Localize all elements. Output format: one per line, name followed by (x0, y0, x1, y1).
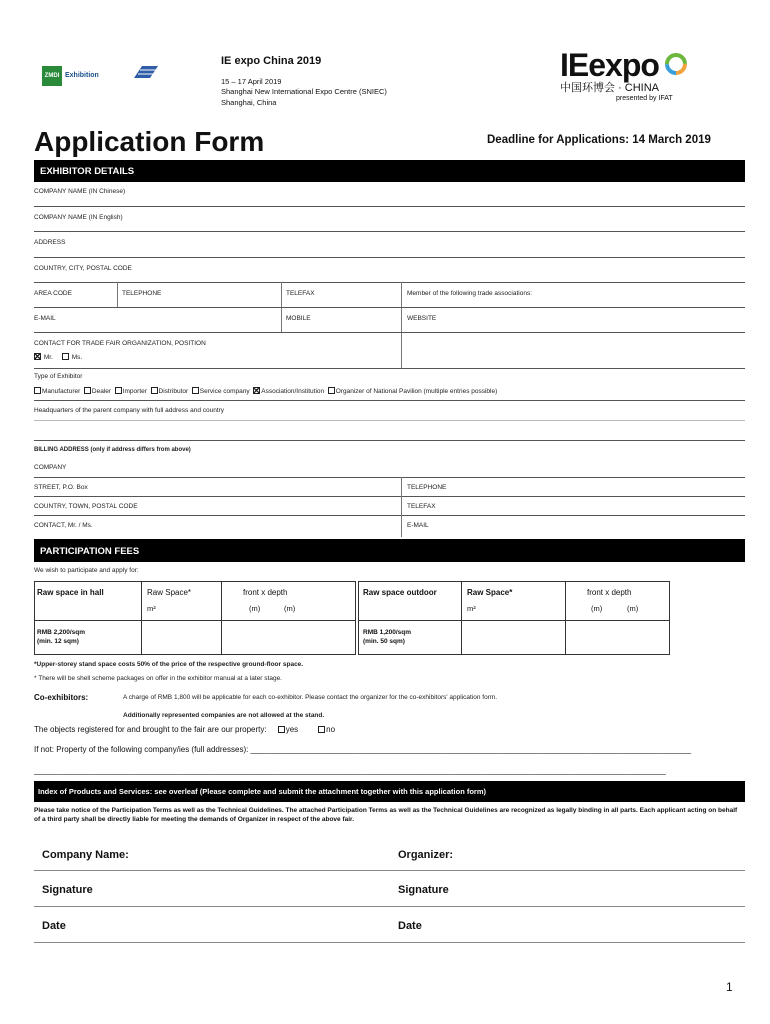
outdoor-dimensions-input[interactable] (566, 621, 668, 653)
hall-label: Raw space in hall (37, 588, 104, 597)
hall-m-depth: (m) (284, 604, 296, 613)
mobile-field[interactable]: MOBILE (286, 315, 311, 322)
form-title: Application Form (34, 126, 265, 157)
website-field[interactable]: WEBSITE (407, 315, 437, 322)
signature-left-label[interactable]: Signature (42, 884, 93, 896)
outdoor-raw-space-header: Raw Space* (467, 588, 513, 597)
billing-email-field[interactable]: E-MAIL (407, 522, 429, 529)
ieexpo-logo-main: IEexpo (560, 47, 659, 83)
signature-right-label[interactable]: Signature (398, 884, 449, 896)
hall-m2: m² (147, 604, 156, 613)
index-products-text: Index of Products and Services: see overleaf (Please complete and submit the attachment together with this application form) (38, 787, 487, 796)
date-right-label[interactable]: Date (398, 920, 422, 932)
fees-intro: We wish to participate and apply for: (34, 567, 139, 574)
type-checkbox-4[interactable] (192, 387, 199, 394)
area-code-field[interactable]: AREA CODE (34, 290, 72, 297)
company-name-label: Company Name: (42, 849, 129, 861)
property-question-text: The objects registered for and brought to the fair are our property: (34, 725, 267, 734)
coexhibitors-label: Co-exhibitors: (34, 693, 89, 702)
headquarters-field[interactable]: Headquarters of the parent company with full address and country (34, 407, 225, 414)
property-no-checkbox[interactable] (318, 726, 325, 733)
billing-title: BILLING ADDRESS (only if address differs from above) (34, 447, 191, 453)
mr-checkbox[interactable] (34, 353, 41, 360)
section-title: EXHIBITOR DETAILS (40, 166, 135, 177)
outdoor-m-depth: (m) (627, 604, 639, 613)
telefax-field[interactable]: TELEFAX (286, 290, 315, 297)
coexhibitors-note: Additionally represented companies are not allowed at the stand. (123, 712, 325, 719)
mr-label: Mr. (43, 354, 53, 361)
ieexpo-logo-sub: 中国环博会 · CHINA (560, 82, 659, 94)
property-no-label: no (326, 725, 336, 734)
contact-field[interactable]: CONTACT FOR TRADE FAIR ORGANIZATION, POSITION (34, 340, 206, 347)
type-checkbox-0[interactable] (34, 387, 41, 394)
zmdi-logo (42, 66, 117, 88)
fees-table-hall (34, 581, 356, 655)
fees-table-outdoor (358, 581, 670, 655)
event-title: IE expo China 2019 (221, 55, 322, 67)
exhibitor-type-label: Type of Exhibitor (34, 373, 83, 380)
event-city: Shanghai, China (221, 98, 277, 107)
zmdi-logo-text: Exhibition (65, 72, 99, 79)
outdoor-front-depth-header: front x depth (587, 588, 632, 597)
email-field[interactable]: E-MAIL (34, 315, 56, 322)
zmdi-logo-mark: ZMDI (42, 66, 62, 86)
section-exhibitor-details (34, 160, 745, 182)
type-label-4: Service company (199, 388, 250, 395)
hall-dimensions-input[interactable] (222, 621, 354, 653)
outdoor-raw-space-input[interactable] (462, 621, 564, 653)
billing-telephone-field[interactable]: TELEPHONE (407, 484, 447, 491)
country-city-field[interactable]: COUNTRY, CITY, POSTAL CODE (34, 265, 132, 272)
hall-front-depth-header: front x depth (243, 588, 288, 597)
partner-logo (132, 64, 160, 80)
type-label-5: Association/Institution (261, 388, 325, 395)
hall-raw-space-header: Raw Space* (147, 588, 192, 597)
billing-street-field[interactable]: STREET, P.O. Box (34, 484, 88, 491)
page-number: 1 (726, 980, 733, 994)
property-yes-checkbox[interactable] (278, 726, 285, 733)
type-label-6: Organizer of National Pavilion (multiple entries possible) (335, 388, 498, 395)
event-dates: 15 – 17 April 2019 (221, 77, 282, 86)
ieexpo-logo-presented: presented by IFAT (616, 95, 673, 102)
ms-label: Ms. (71, 354, 83, 361)
index-products-bar (34, 781, 745, 802)
ms-checkbox[interactable] (62, 353, 69, 360)
type-label-3: Distributor (158, 388, 189, 395)
type-label-2: Importer (122, 388, 147, 395)
type-checkbox-2[interactable] (115, 387, 122, 394)
billing-contact-field[interactable]: CONTACT, Mr. / Ms. (34, 522, 93, 529)
billing-company-field[interactable]: COMPANY (34, 464, 67, 471)
hall-raw-space-input[interactable] (142, 621, 220, 653)
billing-telefax-field[interactable]: TELEFAX (407, 503, 436, 510)
section-participation-fees (34, 539, 745, 562)
note-upper-storey: *Upper-storey stand space costs 50% of the price of the respective ground-floor space. (34, 661, 304, 668)
section-title: PARTICIPATION FEES (40, 546, 140, 557)
exhibitor-type-options (34, 387, 497, 395)
telephone-field[interactable]: TELEPHONE (122, 290, 162, 297)
hall-price: RMB 2,200/sqm (37, 629, 86, 636)
type-checkbox-3[interactable] (151, 387, 158, 394)
type-label-0: Manufacturer (42, 388, 81, 395)
type-label-1: Dealer (91, 388, 112, 395)
property-yes-label: yes (285, 725, 299, 734)
company-en-field[interactable]: COMPANY NAME (IN English) (34, 214, 123, 221)
coexhibitors-text: A charge of RMB 1,800 will be applicable for each co-exhibitor. Please contact the organizer for the co-exhibitors' application form. (123, 694, 498, 701)
outdoor-m2: m² (467, 604, 476, 613)
billing-country-field[interactable]: COUNTRY, TOWN, POSTAL CODE (34, 503, 138, 510)
company-cn-field[interactable]: COMPANY NAME (IN Chinese) (34, 188, 126, 195)
date-left-label[interactable]: Date (42, 920, 66, 932)
note-shell-scheme: * There will be shell scheme packages on offer in the exhibitor manual at a later stage. (34, 675, 282, 682)
property-if-not[interactable]: If not: Property of the following company/ies (full addresses): ___________________________________________________________________________________________________ (34, 745, 692, 754)
outdoor-price: RMB 1,200/sqm (363, 629, 412, 636)
outdoor-m-front: (m) (591, 604, 603, 613)
event-venue: Shanghai New International Expo Centre (SNIEC) (221, 87, 387, 96)
member-assoc-field[interactable]: Member of the following trade associations: (407, 290, 533, 297)
property-question (34, 725, 335, 734)
outdoor-label: Raw space outdoor (363, 588, 437, 597)
organizer-label: Organizer: (398, 849, 454, 861)
address-field[interactable]: ADDRESS (34, 239, 66, 246)
hall-m-front: (m) (249, 604, 261, 613)
ieexpo-ring-icon (664, 52, 688, 76)
outdoor-min: (min. 50 sqm) (363, 638, 405, 645)
hall-min: (min. 12 sqm) (37, 638, 79, 645)
ieexpo-logo (560, 48, 690, 110)
legal-notice: Please take notice of the Participation Terms as well as the Technical Guidelines. The attached Participation Terms as well as the Technical Guidelines are recognized as legally binding in all parts. Each applicant acting on behalf of a third party shall be directly liable for meeting the demands of Organizer in respect of the above fair. (34, 807, 738, 823)
deadline: Deadline for Applications: 14 March 2019 (487, 134, 711, 146)
property-blank-line[interactable]: ______________________________________________________________________________________________________________________________________________ (34, 766, 666, 775)
partner-logo-icon (132, 64, 160, 80)
salutation-options (34, 353, 82, 361)
type-checkbox-5[interactable] (253, 387, 260, 394)
type-checkbox-6[interactable] (328, 387, 335, 394)
type-checkbox-1[interactable] (84, 387, 91, 394)
